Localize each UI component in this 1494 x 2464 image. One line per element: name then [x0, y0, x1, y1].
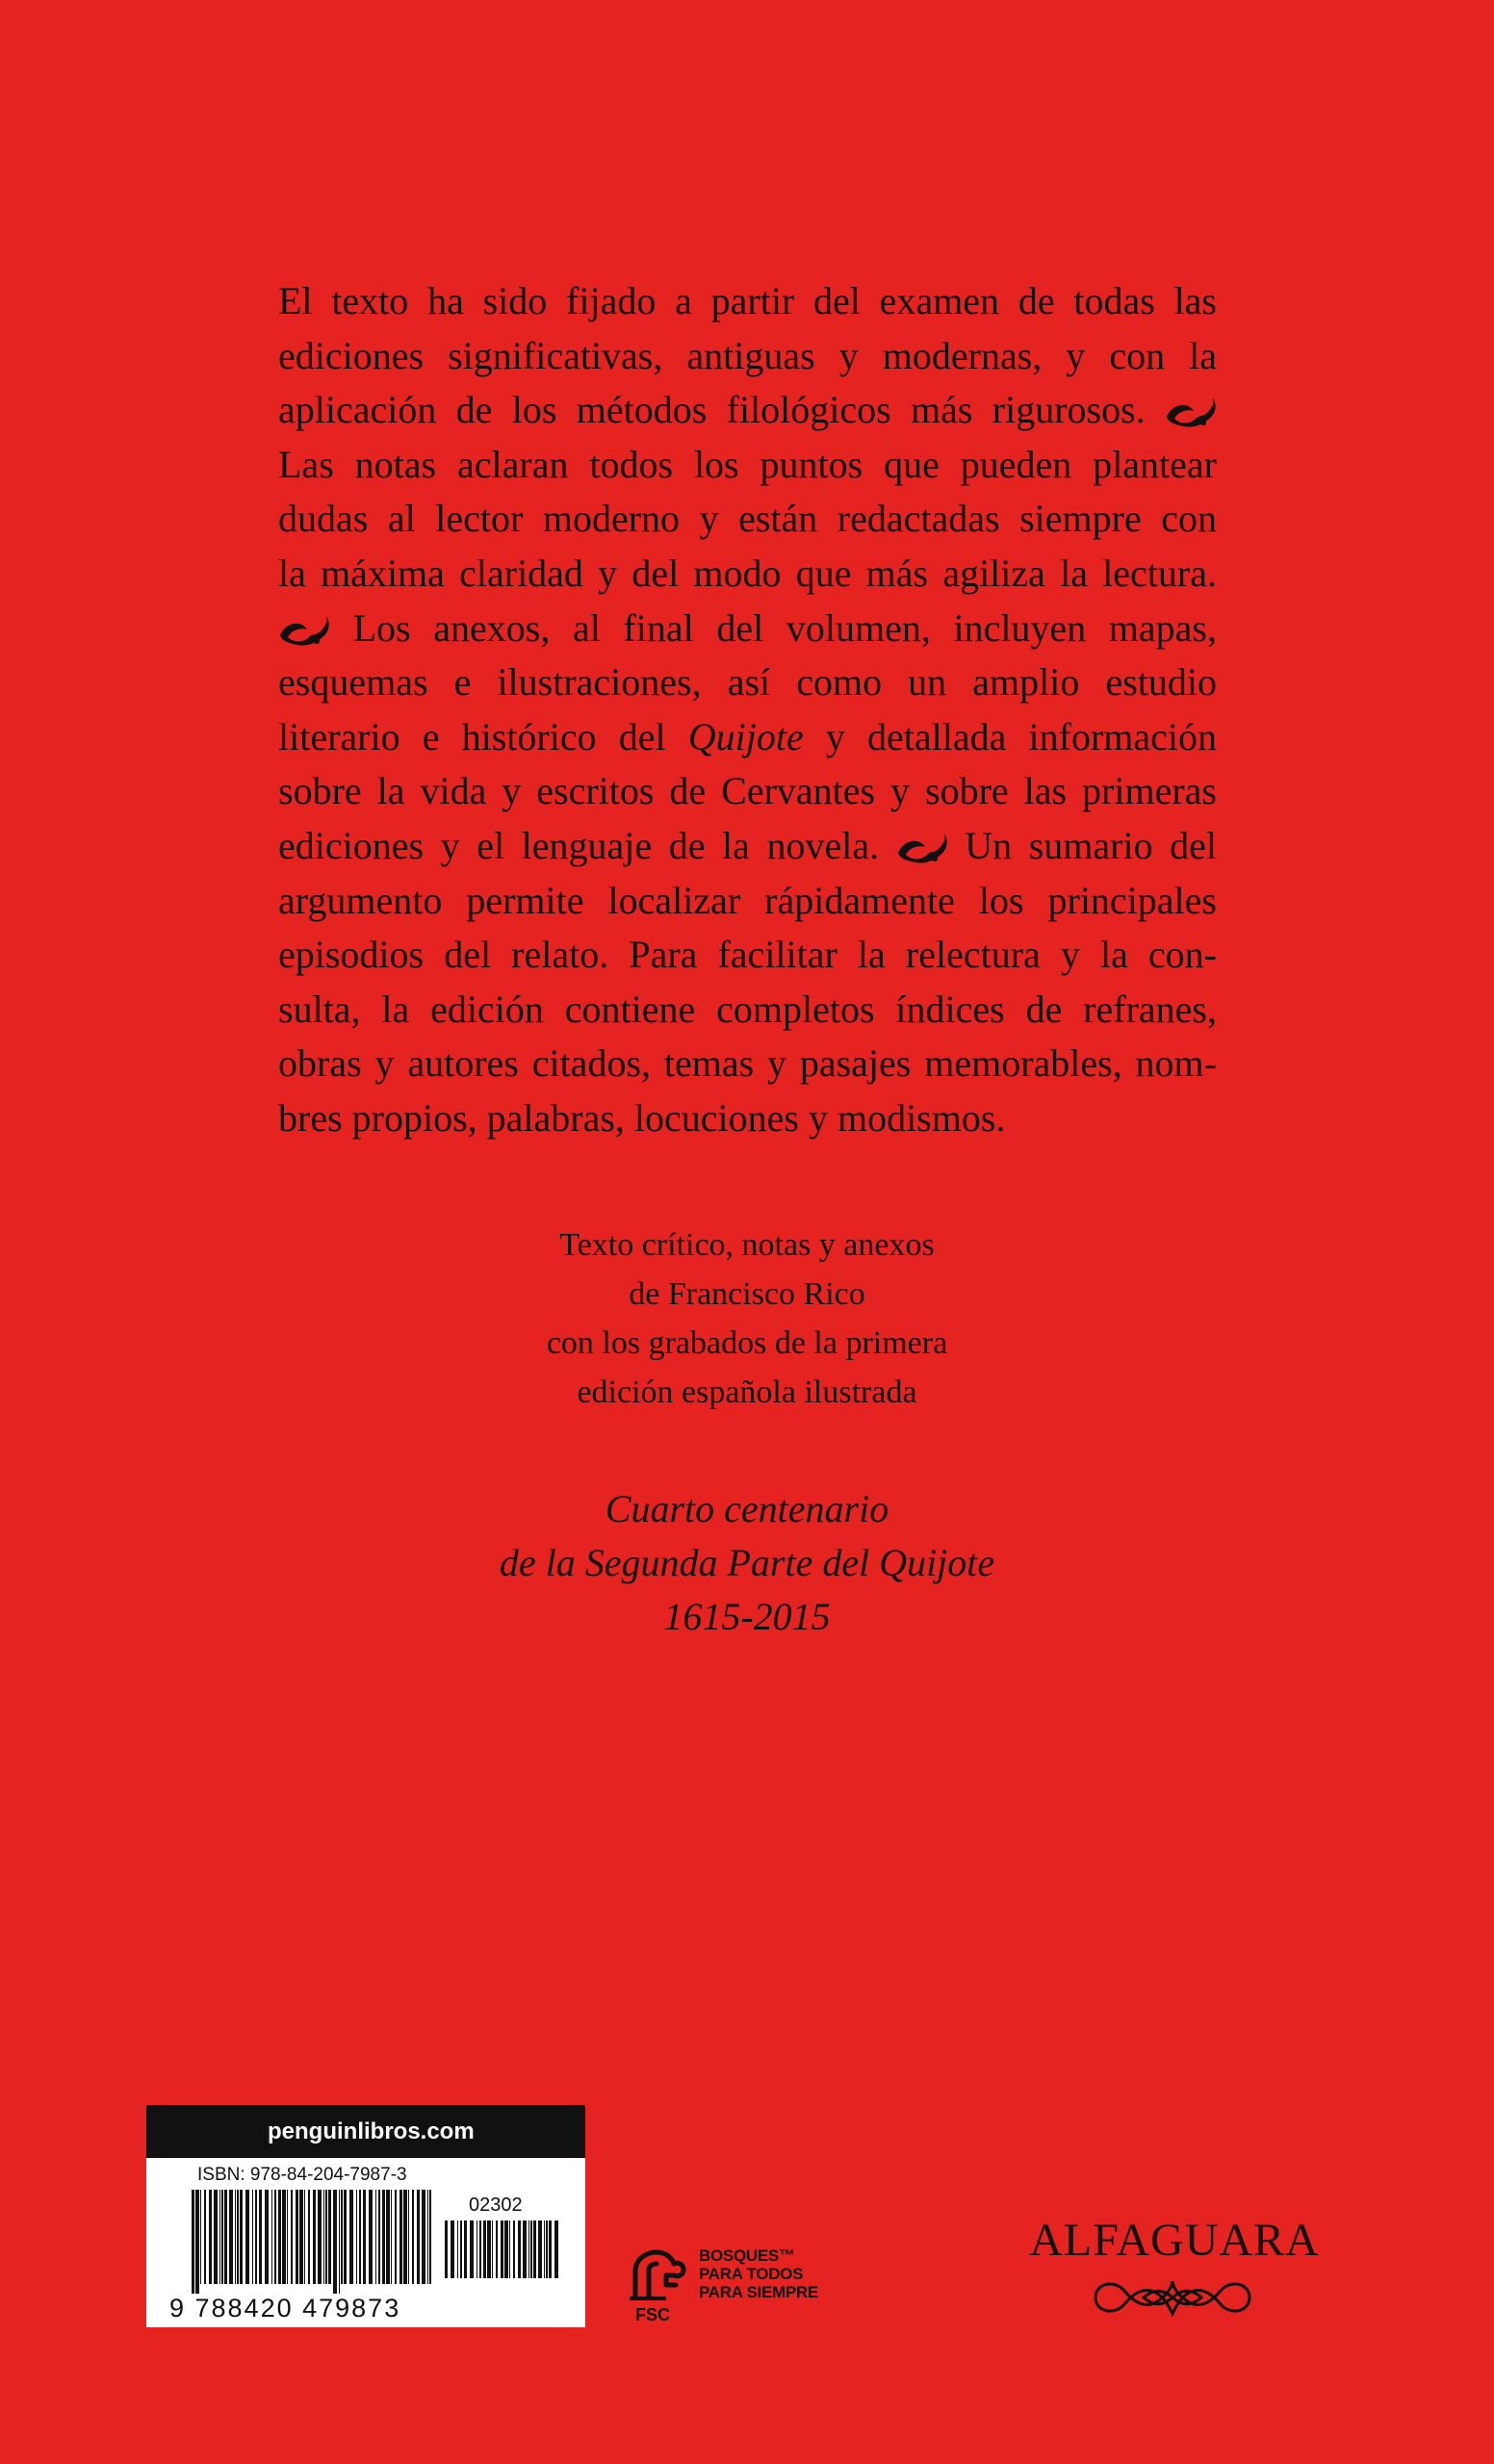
- barcode-bar: [221, 2190, 223, 2284]
- barcode-bar: [308, 2190, 310, 2284]
- fsc-slogan-line: BOSQUES™: [699, 2246, 795, 2265]
- barcode-bar: [492, 2220, 493, 2278]
- barcode-bar: [487, 2220, 491, 2278]
- barcode-bar: [408, 2190, 409, 2284]
- barcode-bar: [265, 2190, 269, 2284]
- blurb-line: Las notas aclaran todos los puntos que pueden plantear: [278, 442, 1217, 486]
- barcode-bar: [304, 2190, 305, 2284]
- centenary-line: 1615-2015: [663, 1595, 831, 1638]
- barcode-bar: [313, 2190, 316, 2284]
- barcode-bar: [219, 2190, 220, 2284]
- fleuron-icon: [1165, 396, 1217, 428]
- barcode-bar: [544, 2220, 545, 2278]
- barcode-bar: [427, 2190, 428, 2284]
- blurb-line: la máxima claridad y del modo que más agiliza la lectura.: [278, 551, 1217, 595]
- barcode-bar: [271, 2190, 272, 2284]
- barcode-bar: [363, 2190, 366, 2284]
- publisher-logo: ALFAGUARA: [1029, 2215, 1320, 2266]
- barcode-bar: [214, 2190, 218, 2284]
- barcode-bar: [523, 2220, 527, 2278]
- barcode-bar: [291, 2190, 293, 2284]
- barcode-bar: [235, 2190, 236, 2284]
- barcode-bar: [554, 2220, 558, 2278]
- barcode-bar: [513, 2220, 515, 2278]
- barcode-bar: [325, 2190, 327, 2284]
- barcode-bar: [245, 2190, 249, 2284]
- blurb-line-text: ediciones y el lenguaje de la novela.: [278, 823, 880, 867]
- barcode-bar: [386, 2190, 390, 2284]
- barcode-bar: [445, 2220, 448, 2278]
- isbn-text: ISBN: 978-84-204-7987-3: [197, 2165, 407, 2185]
- centenary-line: de la Segunda Parte del Quijote: [499, 1541, 995, 1584]
- barcode-bar: [299, 2190, 303, 2284]
- credits-line: con los grabados de la primera: [546, 1325, 948, 1361]
- barcode-bar: [518, 2220, 521, 2278]
- credits-line: Texto crítico, notas y anexos: [559, 1227, 935, 1263]
- barcode-bar: [422, 2190, 425, 2284]
- fleuron-icon: [278, 614, 330, 647]
- blurb-line: [278, 602, 1217, 656]
- blurb-line: obras y autores citados, temas y pasajes memorables, nom-: [278, 1041, 1217, 1086]
- barcode-bar: [259, 2190, 262, 2284]
- barcode-bar: [209, 2190, 212, 2284]
- barcode-bar: [496, 2220, 498, 2278]
- blurb-line-text: aplicación de los métodos filológicos más rigurosos.: [278, 388, 1146, 432]
- fsc-slogan-line: PARA TODOS: [699, 2265, 804, 2283]
- barcode-bar: [451, 2220, 454, 2278]
- barcode-bar: [509, 2220, 510, 2278]
- barcode-bar: [339, 2190, 340, 2294]
- fsc-slogan: [699, 2246, 818, 2301]
- barcode-bar: [369, 2190, 373, 2284]
- blurb-line: sobre la vida y escritos de Cervantes y sobre las primeras: [278, 769, 1217, 813]
- barcode-bar: [356, 2190, 357, 2284]
- barcode-bar: [382, 2190, 385, 2284]
- barcode-bar: [533, 2220, 536, 2278]
- barcode-bar: [318, 2190, 322, 2284]
- barcode-bar: [192, 2190, 194, 2294]
- barcode-bar: [395, 2190, 397, 2284]
- barcode-bar: [399, 2190, 402, 2284]
- blurb-line: El texto ha sido fijado a partir del examen de todas las: [278, 279, 1217, 322]
- barcode-bar: [504, 2220, 508, 2278]
- back-cover-blurb: [278, 274, 1217, 1146]
- barcode-bar: [501, 2220, 503, 2278]
- fsc-slogan-line: PARA SIEMPRE: [699, 2283, 818, 2301]
- barcode-bar: [457, 2220, 458, 2278]
- addon-barcode: [445, 2220, 560, 2288]
- website-bar: penguinlibros.com: [146, 2105, 585, 2158]
- blurb-line: esquemas e ilustraciones, así como un amplio estudio: [278, 660, 1217, 705]
- barcode-bar: [296, 2190, 298, 2284]
- barcode-bar: [528, 2220, 529, 2278]
- blurb-line: dudas al lector moderno y están redactadas siempre con: [278, 497, 1217, 541]
- barcode-bar: [403, 2190, 407, 2284]
- blurb-line: sulta, la edición contiene completos índices de refranes,: [278, 987, 1217, 1031]
- barcode-bar: [464, 2220, 467, 2278]
- barcode-bar: [538, 2220, 542, 2278]
- barcode-bar: [483, 2220, 486, 2278]
- barcode-bar: [252, 2190, 253, 2284]
- addon-code: 02302: [469, 2194, 523, 2216]
- barcode-bar: [344, 2190, 347, 2284]
- blurb-line: episodios del relato. Para facilitar la relectura y la con-: [278, 933, 1217, 977]
- book-title-italic: Quijote: [687, 714, 804, 758]
- barcode-bar: [282, 2190, 286, 2284]
- barcode-bar: [359, 2190, 361, 2284]
- credits-line: de Francisco Rico: [629, 1276, 865, 1312]
- barcode-bar: [412, 2190, 414, 2284]
- barcode-bar: [549, 2220, 552, 2278]
- barcode-bar: [378, 2190, 380, 2284]
- flourish-icon: [1086, 2272, 1259, 2323]
- barcode-bar: [200, 2190, 201, 2284]
- barcode-bar: [255, 2190, 257, 2284]
- barcode-bar: [333, 2190, 337, 2294]
- barcode-bar: [460, 2220, 462, 2278]
- barcode-bar: [349, 2190, 353, 2284]
- barcode-bar: [274, 2190, 276, 2284]
- edition-credits: [0, 1220, 1494, 1417]
- barcode-bar: [237, 2190, 239, 2284]
- fsc-label: FSC: [635, 2305, 670, 2324]
- centenary-note: [0, 1482, 1494, 1644]
- barcode-bar: [240, 2190, 243, 2284]
- barcode-bar: [323, 2190, 324, 2284]
- blurb-line: ediciones significativas, antiguas y modernas, y con la: [278, 333, 1217, 377]
- barcode-bar: [328, 2190, 331, 2284]
- barcode-bar: [224, 2190, 227, 2284]
- barcode-bar: [429, 2190, 431, 2284]
- barcode-bar: [204, 2190, 206, 2284]
- blurb-line-text: literario e histórico del: [278, 714, 688, 758]
- blurb-line: [278, 710, 1217, 765]
- blurb-line: [278, 819, 1217, 874]
- credits-line: edición española ilustrada: [577, 1374, 917, 1410]
- blurb-line: [278, 383, 1217, 438]
- barcode-bar: [417, 2190, 420, 2284]
- barcode-bar: [278, 2190, 281, 2284]
- fsc-tree-icon: [628, 2243, 691, 2302]
- ean-digits: 9 788420 479873: [169, 2294, 401, 2323]
- barcode-bar: [546, 2220, 548, 2278]
- barcode-bar: [530, 2220, 532, 2278]
- barcode-bar: [195, 2190, 199, 2294]
- blurb-line-text: Los anexos, al final del volumen, incluyen mapas,: [352, 605, 1217, 650]
- blurb-line: bres propios, palabras, locuciones y modismos.: [278, 1095, 1006, 1140]
- barcode-bar: [470, 2220, 474, 2278]
- barcode-bar: [229, 2190, 233, 2284]
- barcode-bar: [287, 2190, 288, 2284]
- fleuron-icon: [896, 832, 948, 864]
- barcode-bar: [479, 2220, 481, 2278]
- barcode-bar: [391, 2190, 392, 2284]
- blurb-line-text: Un sumario del: [965, 823, 1218, 867]
- blurb-line: argumento permite localizar rápidamente los principales: [278, 878, 1217, 922]
- barcode-panel: [146, 2105, 585, 2327]
- barcode-bar: [375, 2190, 376, 2284]
- blurb-line-text: y detallada información: [803, 714, 1218, 758]
- centenary-line: Cuarto centenario: [605, 1487, 889, 1530]
- ean-barcode: [192, 2190, 432, 2294]
- barcode-bar: [341, 2190, 343, 2284]
